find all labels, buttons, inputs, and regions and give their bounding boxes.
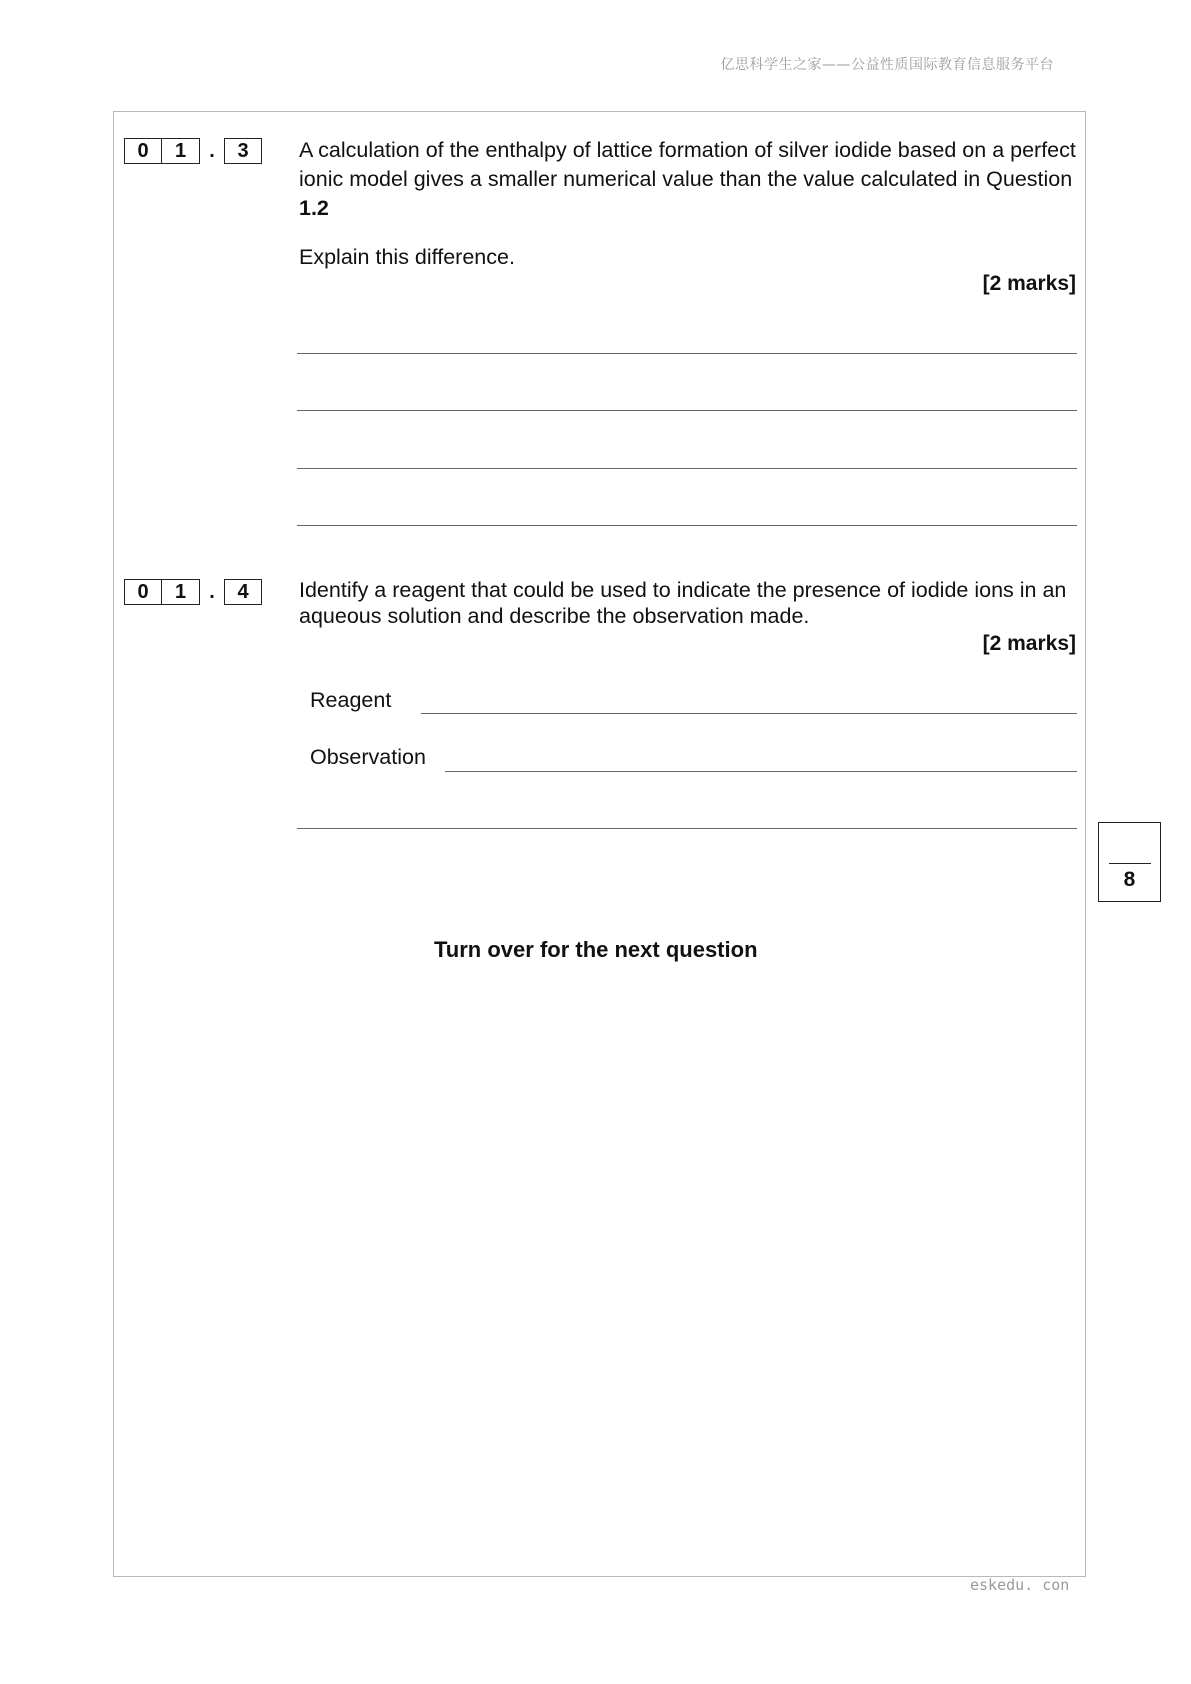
question-text-01-4: Identify a reagent that could be used to indicate the presence of iodide ions in an aqueous solution and describe the observation made. [299, 578, 1067, 628]
question-dot: . [209, 580, 215, 603]
reagent-label: Reagent [310, 688, 392, 712]
question-digit: 0 [124, 138, 162, 164]
answer-line[interactable] [297, 468, 1077, 469]
question-text-01-3 [299, 136, 1077, 223]
score-box [1098, 822, 1161, 902]
reagent-answer-line[interactable] [421, 713, 1077, 714]
answer-line[interactable] [297, 410, 1077, 411]
observation-answer-line-2[interactable] [297, 828, 1077, 829]
footer-watermark: eskedu. con [970, 1576, 1070, 1594]
header-watermark: 亿思科学生之家——公益性质国际教育信息服务平台 [720, 57, 1054, 73]
question-number-01-3 [124, 137, 262, 165]
observation-label: Observation [310, 745, 426, 769]
question-digit: 1 [162, 138, 200, 164]
answer-line[interactable] [297, 353, 1077, 354]
question-digit: 1 [162, 579, 200, 605]
marks-label: [2 marks] [982, 272, 1076, 295]
question-text: A calculation of the enthalpy of lattice formation of silver iodide based on a perfect ionic model gives a smaller numerical value than the value calculated in Question [299, 138, 1076, 191]
score-total: 8 [1123, 868, 1136, 891]
score-entry-line [1109, 863, 1151, 864]
question-number-01-4 [124, 578, 262, 606]
question-digit: 0 [124, 579, 162, 605]
answer-line[interactable] [297, 525, 1077, 526]
page-frame [113, 111, 1086, 1577]
turn-over-note: Turn over for the next question [434, 937, 758, 962]
question-digit: 3 [224, 138, 262, 164]
question-instruction: Explain this difference. [299, 245, 515, 269]
question-dot: . [209, 139, 215, 162]
question-reference: 1.2 [299, 196, 329, 220]
observation-answer-line[interactable] [445, 771, 1077, 772]
question-digit: 4 [224, 579, 262, 605]
marks-label: [2 marks] [982, 632, 1076, 655]
